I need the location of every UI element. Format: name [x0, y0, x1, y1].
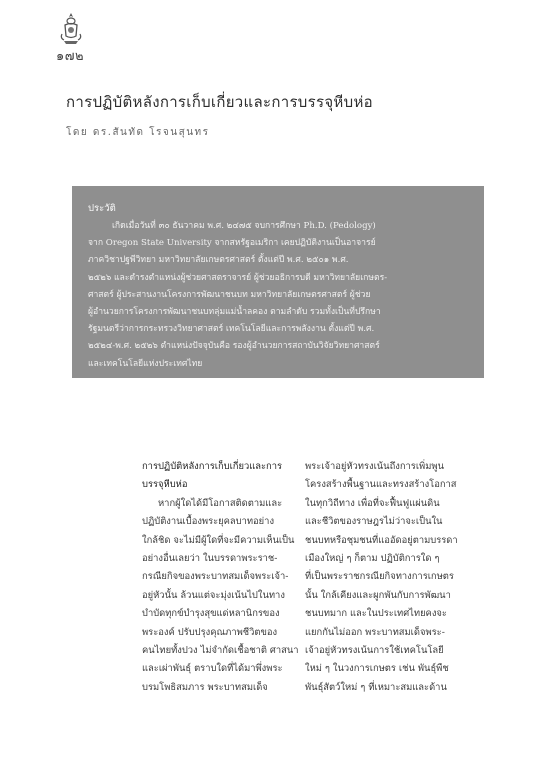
body-line: อย่างอื่นเลยว่า ในบรรดาพระราช-	[142, 553, 278, 565]
body-line: ใหม่ ๆ ในวงการเกษตร เช่น พันธุ์พืช	[305, 663, 449, 675]
section-heading: บรรจุหีบห่อ	[142, 479, 188, 491]
bio-line: รัฐมนตรีว่าการกระทรวงวิทยาศาสตร์ เทคโนโลยีและการพลังงาน ตั้งแต่ปี พ.ศ.	[88, 324, 375, 335]
bio-heading: ประวัติ	[88, 203, 116, 214]
body-column-left	[142, 458, 317, 697]
bio-line: ศาสตร์ ผู้ประสานงานโครงการพัฒนาชนบท มหาวิทยาลัยเกษตรศาสตร์ ผู้ช่วย	[88, 289, 371, 300]
body-line: ชนบทมาก และในประเทศไทยคงจะ	[305, 608, 447, 620]
bio-line: ๒๕๒๖ และดำรงตำแหน่งผู้ช่วยศาสตราจารย์ ผู้ช่วยอธิการบดี มหาวิทยาลัยเกษตร-	[88, 272, 388, 283]
body-line: พันธุ์สัตว์ใหม่ ๆ ที่เหมาะสมและด้าน	[305, 681, 447, 693]
royal-emblem-icon	[58, 12, 84, 46]
body-line: นั้น ใกล้เคียงและผูกพันกับการพัฒนา	[305, 589, 451, 601]
body-line: พระเจ้าอยู่หัวทรงเน้นถึงการเพิ่มพูน	[305, 461, 444, 472]
body-line: เมืองใหญ่ ๆ ก็ตาม ปฏิบัติการใด ๆ	[305, 553, 440, 565]
bio-line: และเทคโนโลยีแห่งประเทศไทย	[88, 358, 203, 369]
body-line: ปฏิบัติงานเบื้องพระยุคลบาทอย่าง	[142, 516, 275, 528]
body-line: ในทุกวิถีทาง เพื่อที่จะฟื้นฟูแผ่นดิน	[305, 497, 440, 509]
author-bio-box	[72, 186, 484, 378]
body-line: ชนบทหรือชุมชนที่แออัดอยู่ตามบรรดา	[305, 534, 458, 546]
body-line: โครงสร้างพื้นฐานและทรงสร้างโอกาส	[305, 479, 457, 491]
bio-line: ผู้อำนวยการโครงการพัฒนาชนบทลุ่มแม่น้ำลคอง ตามลำดับ รวมทั้งเป็นที่ปรึกษา	[88, 307, 381, 318]
body-line: คนไทยทั้งปวง ไม่จำกัดเชื้อชาติ ศาสนา	[142, 645, 299, 657]
body-line: บรมโพธิสมภาร พระบาทสมเด็จ	[142, 681, 268, 693]
bio-line: ภาควิชาปฐพีวิทยา มหาวิทยาลัยเกษตรศาสตร์ ตั้งแต่ปี พ.ศ. ๒๕๐๑ พ.ศ.	[88, 255, 349, 266]
body-line: เจ้าอยู่หัวทรงเน้นการใช้เทคโนโลยี	[305, 645, 444, 657]
body-line: ที่เป็นพระราชกรณียกิจทางการเกษตร	[305, 571, 454, 583]
body-line: หากผู้ใดได้มีโอกาสติดตามและ	[158, 497, 283, 509]
body-line: แยกกันไม่ออก พระบาทสมเด็จพระ-	[305, 626, 445, 638]
section-heading: การปฏิบัติหลังการเก็บเกี่ยวและการ	[142, 461, 283, 472]
page-number: ๑๗๒	[56, 49, 85, 64]
body-line: บำบัดทุกข์บำรุงสุขแด่หลานิกรของ	[142, 608, 280, 620]
body-line: ใกล้ชิด จะไม่มีผู้ใดที่จะมีความเห็นเป็น	[142, 534, 295, 546]
bio-line: จาก Oregon State University จากสหรัฐอเมริกา เคยปฏิบัติงานเป็นอาจารย์	[88, 238, 376, 249]
body-column-right	[305, 458, 480, 697]
body-line: อยู่หัวนั้น ล้วนแต่จะมุ่งเน้นไปในทาง	[142, 589, 285, 601]
body-line: และชีวิตของราษฎรไม่ว่าจะเป็นใน	[305, 516, 443, 528]
body-line: กรณียกิจของพระบาทสมเด็จพระเจ้า-	[142, 571, 289, 583]
article-title: การปฏิบัติหลังการเก็บเกี่ยวและการบรรจุหีบห่อ	[66, 93, 373, 111]
article-byline: โดย ดร.สันทัด โรจนสุนทร	[66, 127, 210, 138]
body-line: และเผ่าพันธุ์ ตราบใดที่ได้มาพึ่งพระ	[142, 663, 283, 675]
body-line: พระองค์ ปรับปรุงคุณภาพชีวิตของ	[142, 626, 278, 638]
bio-line: ๒๕๒๔-พ.ศ. ๒๕๒๖ ตำแหน่งปัจจุบันคือ รองผู้อำนวยการสถาบันวิจัยวิทยาศาสตร์	[88, 341, 380, 352]
bio-line: เกิดเมื่อวันที่ ๓๐ ธันวาคม พ.ศ. ๒๔๗๕ จบการศึกษา Ph.D. (Pedology)	[112, 221, 376, 231]
